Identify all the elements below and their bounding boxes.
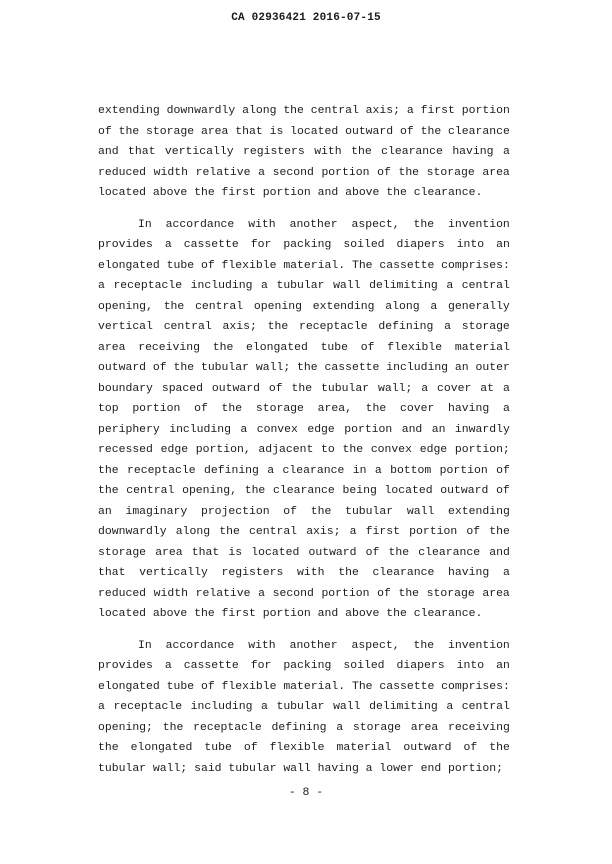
text-line: outward of the tubular wall; the cassette including an outer — [98, 361, 510, 374]
text-line: a receptacle including a tubular wall delimiting a central — [98, 700, 510, 713]
text-line: an imaginary projection of the tubular wall extending — [98, 504, 510, 518]
document-body — [98, 101, 510, 790]
text-line: of the storage area that is located outward of the clearance — [98, 124, 510, 138]
paragraph — [98, 215, 510, 625]
text-line: elongated tube of flexible material. The cassette comprises: — [98, 679, 510, 693]
text-line: provides a cassette for packing soiled diapers into an — [98, 238, 510, 251]
text-line: downwardly along the central axis; a first portion of the — [98, 525, 510, 538]
text-line: the receptacle defining a clearance in a bottom portion of — [98, 463, 510, 477]
text-line: the elongated tube of flexible material outward of the — [98, 741, 510, 754]
text-line: provides a cassette for packing soiled diapers into an — [98, 659, 510, 672]
text-line: tubular wall; said tubular wall having a lower end portion; — [98, 761, 503, 775]
patent-number-header: CA 02936421 2016-07-15 — [231, 12, 381, 24]
text-line: located above the first portion and above the clearance. — [98, 607, 483, 620]
text-line: top portion of the storage area, the cover having a — [98, 402, 510, 415]
text-line: extending downwardly along the central axis; a first portion — [98, 104, 510, 117]
text-line: located above the first portion and above the clearance. — [98, 186, 483, 199]
text-line: In accordance with another aspect, the invention — [138, 638, 510, 652]
page-number: - 8 - — [288, 786, 324, 799]
text-line: vertical central axis; the receptacle defining a storage — [98, 320, 510, 333]
paragraph — [98, 101, 510, 204]
text-line: boundary spaced outward of the tubular wall; a cover at a — [98, 381, 510, 395]
text-line: that vertically registers with the clearance having a — [98, 566, 510, 579]
text-line: reduced width relative a second portion of the storage area — [98, 165, 510, 179]
text-line: opening, the central opening extending along a generally — [98, 299, 510, 313]
text-line: reduced width relative a second portion of the storage area — [98, 586, 510, 600]
paragraph — [98, 636, 510, 780]
text-line: a receptacle including a tubular wall delimiting a central — [98, 279, 510, 292]
text-line: recessed edge portion, adjacent to the convex edge portion; — [98, 443, 510, 456]
text-line: periphery including a convex edge portion and an inwardly — [98, 422, 510, 436]
text-line: opening; the receptacle defining a storage area receiving — [98, 720, 510, 734]
text-line: and that vertically registers with the clearance having a — [98, 145, 510, 158]
text-line: In accordance with another aspect, the invention — [138, 217, 510, 231]
text-line: storage area that is located outward of the clearance and — [98, 545, 510, 559]
text-line: the central opening, the clearance being located outward of — [98, 484, 510, 497]
text-line: area receiving the elongated tube of flexible material — [98, 340, 510, 354]
text-line: elongated tube of flexible material. The cassette comprises: — [98, 258, 510, 272]
